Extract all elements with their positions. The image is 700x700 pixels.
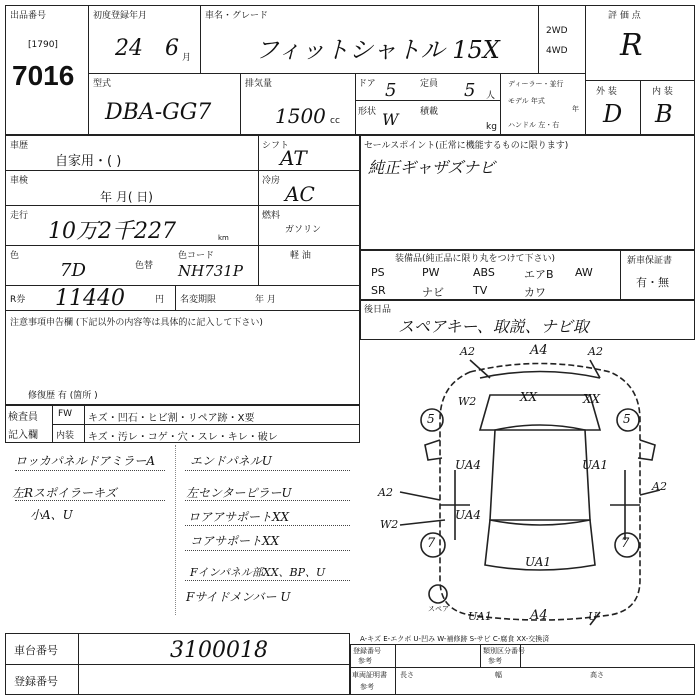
reg-number-label: 登録番号 (14, 675, 58, 688)
remark-right-0: エンドパネルU (190, 454, 272, 468)
equipment-item: ABS (473, 266, 495, 279)
equipment-item: PW (422, 266, 440, 279)
remark-left-0: ロッカパネルドアミラーA (15, 454, 156, 468)
cap-label: 定員 (420, 79, 439, 89)
remark-left-1: 左Rスポイラーキズ (12, 486, 117, 500)
mileage-value: 10万2千227 (48, 219, 176, 244)
reg-year: 24 (115, 36, 143, 61)
diag-mark-4: XX (583, 392, 601, 406)
ac-value: AC (285, 182, 315, 206)
ac-label: 冷房 (262, 176, 281, 186)
model-year-label: モデル 年式 (508, 97, 545, 105)
year-unit: 年 (572, 105, 579, 113)
shift-value: AT (280, 146, 307, 170)
ref-cert-label: 車両証明書 (352, 671, 387, 679)
repair-label: 修復歴 有 (箇所 ) (28, 391, 98, 401)
sales-label: セールスポイント(正常に機能するものに限ります) (364, 141, 569, 151)
load-unit: kg (486, 122, 497, 132)
ext-label: 外 装 (596, 87, 617, 97)
accessories-value: スペアキー、取説、ナビ取 (398, 317, 589, 336)
name-change-value: 年 月 (255, 295, 276, 305)
inspector-label-2: 記入欄 (8, 430, 38, 441)
drive-4wd: 4WD (546, 46, 568, 56)
ref-ref-label-2: 参考 (488, 657, 502, 665)
fuel-label: 燃料 (262, 211, 281, 221)
diag-mark-15: 7 (621, 536, 630, 551)
inspect-label: 車検 (10, 176, 29, 186)
fuel-diesel: 軽 油 (290, 251, 311, 261)
notes-label: 注意事項申告欄 (下記以外の内容等は具体的に記入して下さい) (10, 318, 263, 328)
diag-mark-6: 5 (427, 412, 435, 426)
name-change-label: 名変期限 (180, 295, 217, 305)
diag-mark-1: A4 (530, 343, 548, 358)
remark-right-5: Fサイドメンバー U (186, 590, 291, 604)
mileage-label: 走行 (10, 211, 29, 221)
remark-right-2: ロアアサポートXX (188, 510, 290, 524)
remark-right-1: 左センターピラーU (186, 486, 292, 500)
legend: A-キズ E-エクボ U-凹み W-補修跡 S-サビ C-腐食 XX-交換済 (360, 635, 550, 643)
diag-mark-3: XX (520, 390, 538, 404)
history-label: 車歴 (10, 141, 29, 151)
equipment-label: 装備品(純正品に限り丸をつけて下さい) (395, 254, 556, 264)
diag-mark-12: W2 (380, 518, 399, 531)
cap-value: 5 (464, 80, 476, 101)
diag-mark-5: W2 (458, 395, 477, 408)
lot-number: 7016 (12, 60, 75, 91)
mileage-unit: km (218, 234, 229, 242)
spare-label: スペア (428, 605, 449, 613)
fuel-gas: ガソリン (285, 225, 322, 235)
remark-right-4: Fインパネル部XX、BP、U (190, 566, 326, 579)
int-label: 内 装 (652, 87, 673, 97)
history-value: 自家用・( ) (55, 154, 122, 169)
color-code-label: 色コード (178, 251, 215, 261)
r-value: 11440 (55, 286, 125, 311)
sales-value: 純正ギャザズナビ (368, 158, 496, 177)
ext-value: D (603, 100, 623, 128)
load-label: 積載 (420, 107, 439, 117)
equipment-item: TV (473, 284, 488, 297)
diag-mark-11: A2 (378, 486, 393, 499)
lot-label: 出品番号 (10, 11, 47, 21)
shape-label: 形状 (358, 107, 377, 117)
disp-value: 1500 (275, 104, 326, 128)
int-check-label: 内装 (56, 431, 75, 441)
accessories-label: 後日品 (364, 305, 392, 315)
model-label: 型式 (93, 79, 112, 89)
equipment-item: SR (371, 284, 386, 297)
color-change-label: 色替 (135, 261, 154, 271)
ref-height: 高さ (590, 671, 604, 679)
fw-label: FW (58, 409, 73, 419)
equipment-item: カワ (524, 286, 546, 299)
cap-unit: 人 (486, 91, 496, 101)
remark-left-2: 小A、U (30, 508, 73, 522)
diag-mark-16: UA1 (525, 555, 552, 569)
name-label: 車名・グレード (205, 11, 269, 21)
disp-unit: cc (330, 116, 340, 126)
reg-month: 6 (165, 36, 179, 61)
r-label: R券 (10, 295, 26, 305)
drive-2wd: 2WD (546, 26, 568, 36)
ref-ref-label-3: 参考 (360, 683, 374, 691)
grade-label: 評 価 点 (608, 11, 641, 21)
equipment-item: ナビ (422, 286, 444, 299)
r-unit: 円 (155, 295, 165, 305)
model-value: DBA-GG7 (105, 100, 212, 125)
fw-items: キズ・凹石・ヒビ割・リペア跡・X要 (88, 413, 255, 424)
ref-width: 幅 (495, 671, 502, 679)
color-label: 色 (10, 251, 20, 261)
diag-mark-19: U (588, 610, 598, 623)
diag-mark-2: A2 (588, 345, 603, 358)
color-code-value: NH731P (178, 262, 243, 280)
handle-label: ハンドル 左・右 (508, 121, 560, 129)
name-value: フィットシャトル 15X (255, 36, 500, 64)
warranty-value: 有・無 (636, 276, 669, 289)
diag-mark-0: A2 (460, 345, 475, 358)
dealer-label: ディーラー・並行 (508, 80, 564, 88)
diag-mark-13: UA4 (455, 508, 482, 522)
lot-sub: [1790] (28, 40, 58, 50)
reg-label: 初度登録年月 (93, 11, 148, 21)
ref-class-label: 類別区分番号 (483, 647, 525, 655)
diag-mark-14: 7 (427, 536, 436, 551)
inspector-label-1: 検査員 (8, 412, 38, 423)
ref-reg-label: 登録番号 (353, 647, 381, 655)
int-value: B (655, 100, 673, 128)
remark-right-3: コアサポートXX (190, 534, 280, 548)
diag-mark-9: UA1 (582, 458, 609, 472)
ref-length: 長さ (400, 671, 414, 679)
chassis-value: 3100018 (170, 638, 268, 663)
warranty-label: 新車保証書 (627, 256, 673, 266)
shift-label: シフト (262, 141, 290, 151)
door-value: 5 (385, 80, 397, 101)
diag-mark-10: A2 (652, 480, 667, 493)
ref-ref-label-1: 参考 (358, 657, 372, 665)
reg-month-unit: 月 (182, 53, 192, 63)
door-label: ドア (358, 79, 376, 89)
equipment-item: エアB (524, 268, 554, 281)
chassis-label: 車台番号 (14, 644, 58, 657)
equipment-item: PS (371, 266, 385, 279)
int-items: キズ・汚レ・コゲ・穴・スレ・キレ・破レ (88, 432, 278, 443)
equipment-item: AW (575, 266, 593, 279)
shape-value: W (382, 110, 399, 129)
disp-label: 排気量 (245, 79, 273, 89)
diag-mark-7: 5 (623, 412, 631, 426)
diag-mark-8: UA4 (455, 458, 482, 472)
diag-mark-18: A4 (530, 608, 548, 623)
diag-mark-17: UA1 (468, 610, 492, 623)
color-value: 7D (60, 260, 86, 281)
inspect-value: 年 月( 日) (100, 190, 153, 204)
grade-value: R (620, 28, 643, 63)
